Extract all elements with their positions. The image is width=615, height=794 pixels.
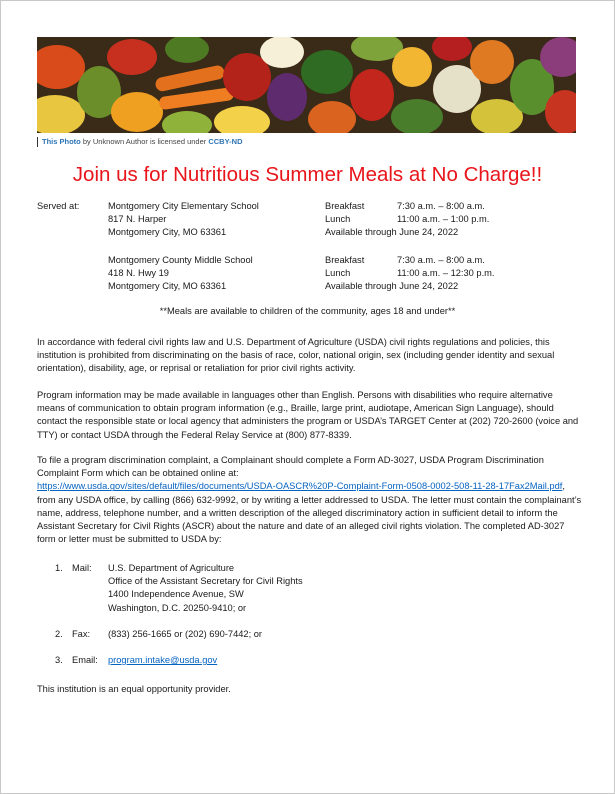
email-link[interactable]: program.intake@usda.gov bbox=[108, 655, 218, 665]
license-link[interactable]: CCBY-ND bbox=[208, 137, 243, 146]
availability: Available through June 24, 2022 bbox=[325, 227, 459, 238]
mail-label: Mail: bbox=[72, 563, 92, 573]
list-number: 2. bbox=[55, 629, 63, 639]
page-title: Join us for Nutritious Summer Meals at No Charge!! bbox=[72, 163, 543, 186]
photo-link[interactable]: This Photo bbox=[42, 137, 81, 146]
site-city: Montgomery City, MO 63361 bbox=[108, 281, 227, 292]
mail-line: U.S. Department of Agriculture bbox=[108, 563, 235, 573]
complaint-paragraph bbox=[37, 454, 582, 546]
complaint-form-link[interactable]: https://www.usda.gov/sites/default/files/documents/USDA-OASCR%20P-Complaint-Form-0508-0002-508-11-28-17Fax2Mail.pdf bbox=[37, 481, 563, 492]
breakfast-time: 7:30 a.m. – 8:00 a.m. bbox=[397, 255, 485, 265]
fax-label: Fax: bbox=[72, 629, 91, 639]
lunch-time: 11:00 a.m. – 1:00 p.m. bbox=[397, 214, 490, 225]
complaint-rest: , from any USDA office, by calling (866) 632-9992, or by writing a letter addressed to USDA. The letter must contain the complainant’s name, address, telephone number, and a written description of the alleged discriminatory action in sufficient detail to inform the Assistant Secretary for Civil Rights (ASCR) about the nature and date of an alleged civil rights violation. The completed AD-3027 form or letter must be submitted to USDA by: bbox=[37, 481, 582, 545]
breakfast-label: Breakfast bbox=[325, 201, 365, 211]
fax-numbers: (833) 256-1665 or (202) 690-7442; or bbox=[108, 629, 263, 639]
meal-sites bbox=[37, 200, 582, 308]
mail-address bbox=[108, 562, 303, 615]
site-street: 817 N. Harper bbox=[108, 214, 167, 225]
submission-methods bbox=[37, 562, 582, 680]
site-name: Montgomery City Elementary School bbox=[108, 201, 259, 211]
availability: Available through June 24, 2022 bbox=[325, 281, 459, 292]
civil-rights-paragraph: In accordance with federal civil rights law and U.S. Department of Agriculture (USDA) civil rights regulations and policies, this institution is prohibited from discriminating on the basis of race, color, national origin, sex (including gender identity and sexual orientation), disability, age, or reprisal or retaliation for prior civil rights activity. bbox=[37, 337, 555, 374]
breakfast-label: Breakfast bbox=[325, 255, 365, 265]
meal-site bbox=[37, 254, 582, 300]
site-city: Montgomery City, MO 63361 bbox=[108, 227, 227, 238]
age-note: **Meals are available to children of the community, ages 18 and under** bbox=[159, 306, 456, 316]
mail-line: 1400 Independence Avenue, SW bbox=[108, 589, 244, 600]
meal-site bbox=[37, 200, 582, 246]
site-address bbox=[108, 200, 259, 240]
list-number: 1. bbox=[55, 563, 63, 573]
list-item bbox=[37, 562, 582, 628]
site-address bbox=[108, 254, 253, 294]
served-at-label: Served at: bbox=[37, 201, 80, 211]
complaint-intro: To file a program discrimination complaint, a Complainant should complete a Form AD-3027, USDA Program Discrimination Complaint Form which can be obtained online at: bbox=[37, 455, 544, 479]
photo-caption bbox=[37, 137, 243, 147]
breakfast-time: 7:30 a.m. – 8:00 a.m. bbox=[397, 201, 485, 211]
language-paragraph: Program information may be made available in languages other than English. Persons with disabilities who require alternative means of communication to obtain program information (e.g., Braille, large print, audiotape, American Sign Language), should contact the responsible state or local agency that administers the program or USDA’s TARGET Center at (202) 720-2600 (voice and TTY) or contact USDA through the Federal Relay Service at (800) 877-8339. bbox=[37, 390, 579, 440]
list-item bbox=[37, 628, 582, 654]
equal-opportunity-statement: This institution is an equal opportunity provider. bbox=[37, 684, 231, 694]
lunch-label: Lunch bbox=[325, 268, 351, 279]
lunch-time: 11:00 a.m. – 12:30 p.m. bbox=[397, 268, 495, 279]
site-street: 418 N. Hwy 19 bbox=[108, 268, 169, 279]
list-number: 3. bbox=[55, 655, 63, 665]
mail-line: Washington, D.C. 20250-9410; or bbox=[108, 602, 247, 613]
caption-text: by Unknown Author is licensed under bbox=[82, 137, 207, 146]
email-label: Email: bbox=[72, 655, 98, 665]
site-name: Montgomery County Middle School bbox=[108, 255, 253, 265]
list-item bbox=[37, 654, 582, 680]
vegetables-photo bbox=[37, 37, 576, 133]
mail-line: Office of the Assistant Secretary for Civil Rights bbox=[108, 576, 303, 587]
lunch-label: Lunch bbox=[325, 214, 351, 225]
